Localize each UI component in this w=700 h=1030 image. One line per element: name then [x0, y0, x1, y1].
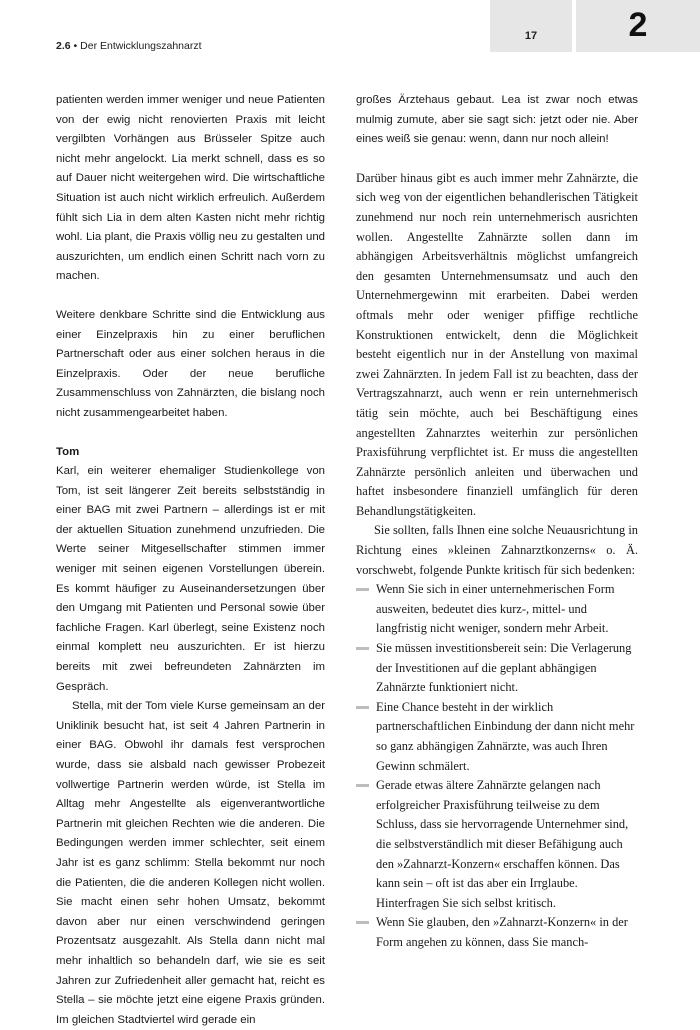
list-item-text: Gerade etwas ältere Zahnärzte gelangen nach erfolgreicher Praxisführung teilweise zu dem Schluss, dass sie hervorragende Unternehmer sind, die selbstverständlich mit dieser Befähigung auch den »Zahnarzt-Konzern« erschaffen können. Das kann sein – oft ist das aber ein Irrglaube. Hinterfragen Sie sich selbst kritisch.: [376, 778, 629, 910]
left-column: [56, 91, 325, 1030]
left-paragraph-1: patienten werden immer weniger und neue Patienten von der ewig nicht renovierten Praxis mit leicht vergilbten Vorhängen aus Brüsseler Spitze auch nicht mehr angelockt. Lia merkt schnell, dass es so auf Dauer nicht weitergehen wird. Die wirtschaftliche Situation ist auch nicht wirklich erfreulich. Außerdem fühlt sich Lia in dem alten Kasten nicht mehr richtig wohl. Lia plant, die Praxis völlig neu zu gestalten und auszurichten, um endlich einen Schritt nach vorn zu machen.: [56, 94, 325, 283]
list-item-text: Sie müssen investitionsbereit sein: Die Verlagerung der Investitionen auf die geplant abhängigen Zahnärzte funktioniert nicht.: [376, 641, 632, 695]
list-item: [356, 698, 638, 776]
running-head: [56, 40, 202, 52]
case-heading: Tom: [56, 445, 80, 458]
right-paragraph-1: großes Ärztehaus gebaut. Lea ist zwar noch etwas mulmig zumute, aber sie sagt sich: jetzt oder nie. Aber eines weiß sie genau: wenn, dann nur noch allein!: [356, 94, 638, 146]
right-column: [356, 91, 638, 953]
list-item: [356, 580, 638, 639]
chapter-number: 2: [628, 6, 648, 44]
bullet-dash-icon: [356, 921, 369, 924]
bullet-dash-icon: [356, 647, 369, 650]
page-number-tab: [490, 0, 572, 52]
section-separator: •: [73, 40, 78, 52]
list-item-text: Wenn Sie glauben, den »Zahnarzt-Konzern« in der Form angehen zu können, dass Sie manch-: [376, 915, 628, 949]
list-item-text: Wenn Sie sich in einer unternehmerischen Form ausweiten, bedeutet dies kurz-, mittel- und langfristig nicht weniger, sondern mehr Arbeit.: [376, 582, 615, 636]
list-item: [356, 776, 638, 913]
list-item: [356, 913, 638, 952]
section-title: Der Entwicklungszahnarzt: [80, 40, 202, 52]
bullet-list: [356, 580, 638, 952]
left-paragraph-2: Weitere denkbare Schritte sind die Entwicklung aus einer Einzelpraxis hin zu einer beruflichen Partnerschaft oder aus einer solchen heraus in die Einzelpraxis. Oder der neue berufliche Zusammenschluss von Zahnärzten, die bislang noch nicht zusammengearbeitet haben.: [56, 308, 325, 419]
bullet-dash-icon: [356, 706, 369, 709]
page-number: 17: [524, 30, 538, 42]
right-paragraph-3: Sie sollten, falls Ihnen eine solche Neuausrichtung in Richtung eines »kleinen Zahnarztkonzerns« o. Ä. vorschwebt, folgende Punkte kritisch für sich bedenken:: [356, 523, 638, 577]
list-item-text: Eine Chance besteht in der wirklich partnerschaftlichen Einbindung der dann nicht mehr so ganz abhängigen Zahnärzte, was auch Ihren Gewinn schmälert.: [376, 699, 635, 773]
bullet-dash-icon: [356, 784, 369, 787]
left-paragraph-4: Stella, mit der Tom viele Kurse gemeinsam an der Uniklinik besucht hat, ist seit 4 Jahren Partnerin in einer BAG. Obwohl ihr damals fest versprochen wurde, dass sie alsbald nach gewisser Probezeit vollwertige Partnerin werden würde, ist Stella im Alltag mehr Angestellte als eigenverantwortliche Partnerin mit gleichen Rechten wie die anderen. Die Bedingungen werden immer schlechter, seit einem Jahr ist es ganz schlimm: Stella bekommt nur noch die Patienten, die die anderen Kollegen nicht wollen. Sie macht einen sehr hohen Umsatz, bekommt davon aber nur einen verschwindend geringen Prozentsatz ausgezahlt. Als Stella dann nicht mal mehr inhaltlich so behandeln darf, wie sie es seit Jahren zur Zufriedenheit aller gemacht hat, reicht es Stella – sie möchte jetzt eine eigene Praxis gründen. Im gleichen Stadtviertel wird gerade ein: [56, 700, 325, 1026]
list-item: [356, 639, 638, 698]
right-paragraph-2: Darüber hinaus gibt es auch immer mehr Zahnärzte, die sich weg von der eigentlichen behandlerischen Tätigkeit zunehmend nur noch rein unternehmerisch ausrichten wollen. Angestellte Zahnärzte sollen dann im abhängigen Arbeitsverhältnis möglichst umfangreich den gesamten Unternehmensumsatz und auch den Unternehmergewinn mit erarbeiten. Dabei werden oftmals mehr oder weniger pfiffige rechtliche Konstruktionen entwickelt, denn die Möglichkeit besteht eigentlich nur in der Anstellung von maximal zwei Zahnärzten. In jedem Fall ist zu beachten, dass der Vertragszahnarzt, auch wenn er rein unternehmerisch tätig sein möchte, auch bei Beschäftigung eines angestellten Zahnarztes weiterhin zur persönlichen Praxisführung verpflichtet ist. Er muss die angestellten Zahnärzte persönlich anleiten und überwachen und haftet insbesondere finanziell umfänglich für deren Behandlungstätigkeiten.: [356, 170, 638, 518]
left-paragraph-3: Karl, ein weiterer ehemaliger Studienkollege von Tom, ist seit längerer Zeit bereits selbstständig in einer BAG mit zwei Partnern – allerdings ist er mit der aktuellen Situation zunehmend unzufrieden. Die Werte seiner Mitgesellschafter stimmen immer weniger mit seinen eigenen Vorstellungen überein. Es kommt häufiger zu Auseinandersetzungen über den Umgang mit Patienten und Personal sowie über fachliche Fragen. Karl überlegt, seine Existenz noch einmal komplett neu auszurichten. Er ist hierzu bereits mit zwei befreundeten Zahnärzten im Gespräch.: [56, 465, 325, 693]
bullet-dash-icon: [356, 588, 369, 591]
section-number: 2.6: [56, 40, 71, 52]
